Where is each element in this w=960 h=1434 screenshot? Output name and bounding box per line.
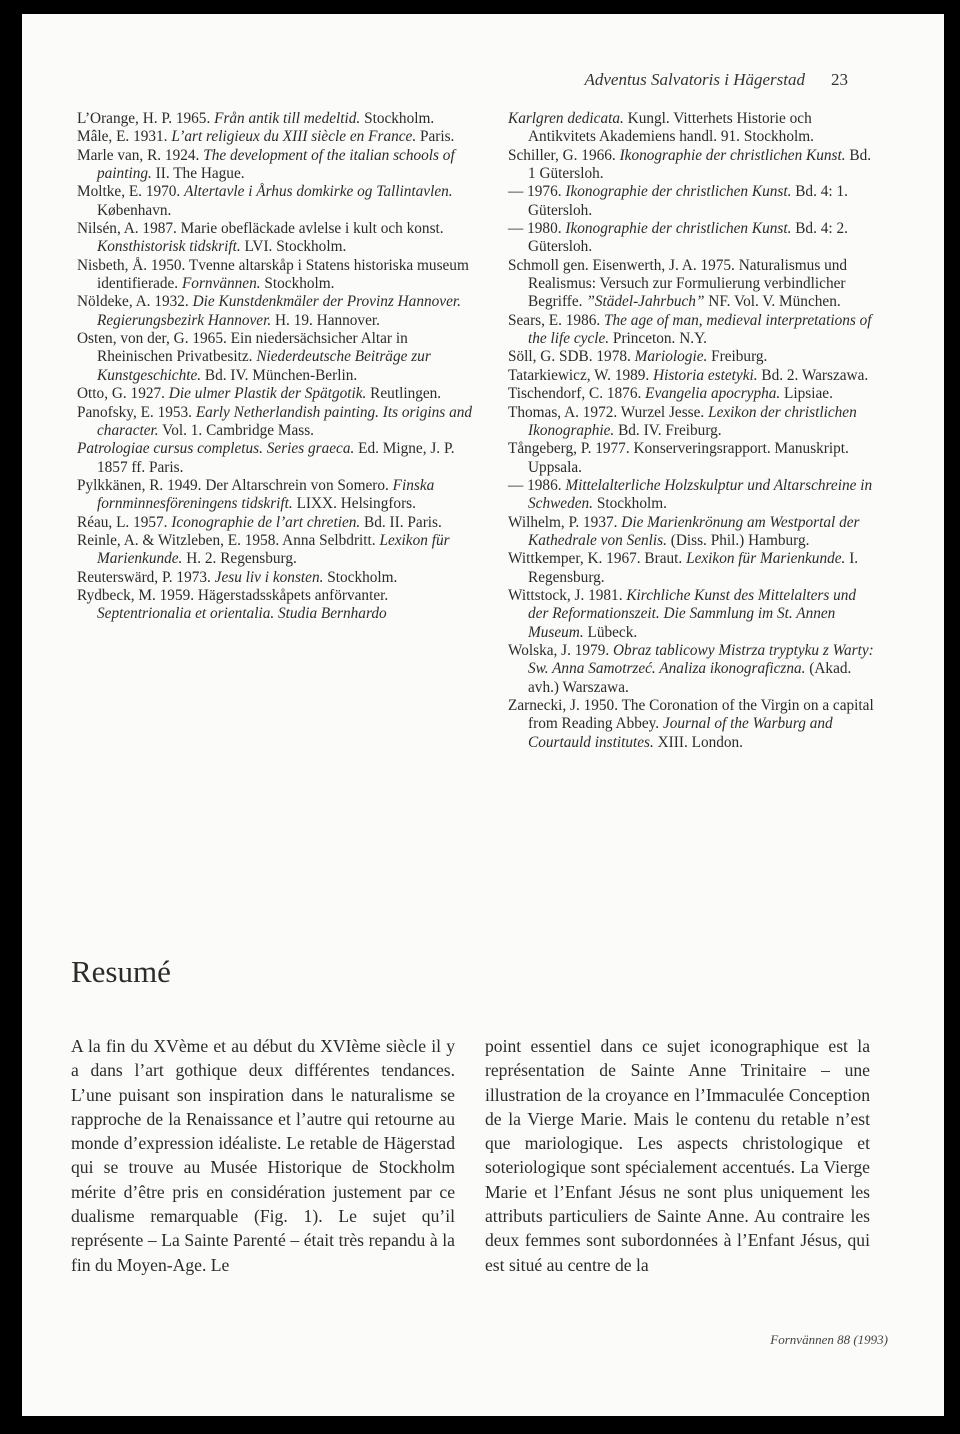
reference-text: Obraz tablicowy Mistrza tryptyku z Warty: Sw. Anna Samotrzeć. Analiza ikonograficzna.	[528, 641, 874, 678]
reference-entry	[508, 385, 874, 403]
reference-entry	[77, 183, 481, 220]
reference-text: Thomas, A. 1972. Wurzel Jesse.	[508, 403, 709, 421]
reference-entry	[508, 477, 874, 514]
reference-text: Lexikon für Marienkunde.	[97, 531, 450, 568]
reference-text: (Diss. Phil.) Hamburg.	[666, 531, 810, 549]
reference-entry	[77, 293, 481, 330]
reference-text: Jesu liv i konsten.	[214, 568, 324, 586]
reference-entry	[508, 514, 874, 551]
reference-text: Ikonographie der christlichen Kunst.	[565, 220, 792, 238]
reference-text: Söll, G. SDB. 1978.	[508, 348, 635, 366]
reference-text: Die ulmer Plastik der Spätgotik.	[168, 385, 367, 403]
reference-text: — 1986.	[508, 476, 566, 494]
reference-text: Wolska, J. 1979.	[508, 641, 613, 659]
reference-entry	[508, 367, 874, 385]
reference-text: LVI. Stockholm.	[240, 238, 347, 256]
reference-text: — 1980.	[508, 220, 566, 238]
reference-text: (Akad. avh.) Warszawa.	[528, 660, 852, 696]
page-number: 23	[831, 70, 848, 89]
reference-text: The development of the italian schools of painting.	[97, 146, 455, 183]
reference-text: H. 2. Regensburg.	[182, 550, 297, 568]
reference-text: Altertavle i Århus domkirke og Tallintavlen.	[184, 183, 453, 201]
reference-text: XIII. London.	[653, 733, 744, 751]
reference-entry	[77, 440, 481, 477]
reference-entry	[508, 697, 874, 752]
reference-text: Kungl. Vitterhets Historie och Antikvitets Akademiens handl. 91. Stockholm.	[528, 110, 814, 146]
reference-entry	[77, 477, 481, 514]
reference-text: Paris.	[416, 128, 455, 146]
reference-text: Journal of the Warburg and Courtauld institutes.	[528, 715, 833, 751]
reference-entry	[508, 404, 874, 441]
reference-text: Die Kunstdenkmäler der Provinz Hannover. Regierungsbezirk Hannover.	[97, 293, 461, 329]
reference-text: Ikonographie der christlichen Kunst.	[565, 183, 792, 201]
reference-entry	[508, 220, 874, 257]
running-header	[584, 70, 848, 90]
reference-text: L’art religieux du XIII siècle en France.	[171, 128, 417, 146]
reference-entry	[77, 128, 481, 146]
reference-text: Nisbeth, Å. 1950. Tvenne altarskåp i Statens historiska museum identifierade.	[77, 256, 469, 293]
reference-text: Patrologiae cursus completus. Series graeca.	[77, 440, 355, 458]
reference-text: Niederdeutsche Beiträge zur Kunstgeschichte.	[97, 348, 431, 384]
reference-text: Stockholm.	[593, 495, 667, 513]
reference-text: Zarnecki, J. 1950. The Coronation of the Virgin on a capital from Reading Abbey.	[508, 697, 874, 733]
reference-text: Wittstock, J. 1981.	[508, 586, 627, 604]
reference-text: Schiller, G. 1966.	[508, 146, 620, 164]
reference-entry	[77, 532, 481, 569]
reference-text: Panofsky, E. 1953.	[77, 403, 196, 421]
reference-text: ”Städel-Jahrbuch”	[586, 293, 705, 311]
reference-text: Stockholm.	[260, 275, 335, 293]
reference-text: Ed. Migne, J. P. 1857 ff. Paris.	[97, 440, 455, 476]
resume-text-right: point essentiel dans ce sujet iconographique est la représentation de Sainte Anne Trinitaire – une illustration de la croyance en l’Immaculée Conception de la Vierge Marie. Mais le contenu du retable n’est que mariologique. Les aspects christologique et soteriologique sont spécialement accentués. La Vierge Marie et l’Enfant Jésus ne sont plus uniquement les attributs particuliers de Sainte Anne. Au contraire les deux femmes sont subordonnées à l’Enfant Jésus, qui est situé au centre de la	[485, 1036, 870, 1275]
reference-entry	[508, 348, 874, 366]
reference-text: Bd. 2. Warszawa.	[757, 366, 869, 384]
reference-text: Stockholm.	[323, 568, 398, 586]
references-right-column	[508, 110, 874, 752]
reference-text: Bd. 1 Gütersloh.	[528, 146, 872, 183]
resume-heading: Resumé	[71, 954, 171, 989]
reference-text: København.	[97, 201, 172, 219]
reference-text: Ikonographie der christlichen Kunst.	[619, 146, 846, 164]
reference-entry	[77, 514, 481, 532]
reference-text: Lipsiae.	[780, 385, 833, 403]
reference-text: Lexikon für Marienkunde.	[686, 550, 846, 568]
reference-entry	[77, 587, 481, 624]
reference-text: Iconographie de l’art chretien.	[171, 513, 361, 531]
reference-text: Historia estetyki.	[653, 366, 758, 384]
reference-text: Bd. 4: 2. Gütersloh.	[528, 220, 848, 256]
reference-text: Pylkkänen, R. 1949. Der Altarschrein von Somero.	[77, 476, 393, 494]
reference-text: Princeton. N.Y.	[609, 330, 707, 348]
reference-text: Bd. II. Paris.	[360, 513, 442, 531]
reference-text: Från antik till medeltid.	[214, 110, 361, 127]
reference-entry	[508, 183, 874, 220]
reference-text: Kirchliche Kunst des Mittelalters und der Reformationszeit. Die Sammlung im St. Annen Museum.	[528, 586, 857, 641]
reference-text: Schmoll gen. Eisenwerth, J. A. 1975. Naturalismus und Realismus: Versuch zur Formulierung verbindlicher Begriffe.	[508, 256, 848, 311]
header-title: Adventus Salvatoris i Hägerstad	[584, 70, 805, 89]
reference-text: Stockholm.	[360, 110, 435, 127]
reference-text: L’Orange, H. P. 1965.	[77, 110, 215, 127]
reference-text: Lexikon der christlichen Ikonographie.	[528, 403, 857, 439]
reference-text: Evangelia apocrypha.	[645, 385, 781, 403]
reference-text: Bd. IV. Freiburg.	[614, 421, 722, 439]
reference-text: Freiburg.	[707, 348, 768, 366]
reference-text: Wilhelm, P. 1937.	[508, 513, 622, 531]
reference-text: Marle van, R. 1924.	[77, 146, 204, 164]
reference-text: Sears, E. 1986.	[508, 311, 605, 329]
reference-text: Reuterswärd, P. 1973.	[77, 568, 215, 586]
reference-entry	[77, 220, 481, 257]
reference-entry	[77, 385, 481, 403]
reference-text: NF. Vol. V. München.	[704, 293, 841, 311]
reference-text: Wittkemper, K. 1967. Braut.	[508, 550, 687, 568]
reference-text: Tångeberg, P. 1977. Konserveringsrapport. Manuskript. Uppsala.	[508, 440, 849, 476]
reference-text: Septentrionalia et orientalia. Studia Bernhardo	[97, 605, 387, 623]
reference-text: — 1976.	[508, 183, 566, 201]
reference-text: Nöldeke, A. 1932.	[77, 293, 193, 311]
reference-entry	[77, 110, 481, 128]
reference-text: Tatarkiewicz, W. 1989.	[508, 366, 654, 384]
reference-entry	[508, 312, 874, 349]
reference-text: Otto, G. 1927.	[77, 385, 169, 403]
reference-text: Die Marienkrönung am Westportal der Kathedrale von Senlis.	[528, 513, 860, 549]
reference-entry	[77, 257, 481, 294]
reference-entry	[508, 257, 874, 312]
reference-text: The age of man, medieval interpretations of the life cycle.	[528, 311, 872, 348]
reference-text: Moltke, E. 1970.	[77, 183, 185, 201]
reference-text: Osten, von der, G. 1965. Ein niedersächsicher Altar in Rheinischen Privatbesitz.	[77, 330, 408, 366]
references-left-column	[77, 110, 481, 624]
reference-text: Karlgren dedicata.	[508, 110, 624, 127]
reference-text: II. The Hague.	[151, 165, 245, 183]
reference-text: Bd. IV. München-Berlin.	[201, 366, 358, 384]
reference-entry	[508, 110, 874, 147]
reference-entry	[508, 587, 874, 642]
page	[22, 14, 944, 1416]
reference-text: Fornvännen.	[181, 275, 261, 293]
reference-text: Lübeck.	[583, 623, 638, 641]
reference-entry	[77, 569, 481, 587]
reference-text: Reutlingen.	[366, 385, 442, 403]
reference-entry	[508, 440, 874, 477]
reference-text: H. 19. Hannover.	[271, 311, 380, 329]
reference-entry	[77, 404, 481, 441]
reference-text: Konsthistorisk tidskrift.	[97, 238, 241, 256]
resume-text-left: A la fin du XVème et au début du XVIème siècle il y a dans l’art gothique deux différentes tendances. L’une puisant son inspiration dans le naturalisme se rapproche de la Renaissance et l’autre qui retourne au monde d’expression idéaliste. Le retable de Hägerstad qui se trouve au Musée Historique de Stockholm mérite d’être pris en considération justement par ce dualisme remarquable (Fig. 1). Le sujet qu’il représente – La Sainte Parenté – était très repandu à la fin du Moyen-Age. Le	[71, 1036, 455, 1275]
reference-entry	[508, 147, 874, 184]
reference-text: LIXX. Helsingfors.	[292, 495, 416, 513]
reference-text: Early Netherlandish painting. Its origins and character.	[97, 403, 473, 439]
reference-text: Mâle, E. 1931.	[77, 128, 172, 146]
reference-text: Réau, L. 1957.	[77, 513, 172, 531]
reference-entry	[77, 147, 481, 184]
reference-text: Mariologie.	[634, 348, 708, 366]
reference-entry	[508, 550, 874, 587]
reference-entry	[508, 642, 874, 697]
reference-text: Nilsén, A. 1987. Marie obefläckade avlelse i kult och konst.	[77, 220, 444, 238]
reference-text: I. Regensburg.	[528, 550, 859, 586]
reference-text: Bd. 4: 1. Gütersloh.	[528, 183, 848, 219]
reference-text: Rydbeck, M. 1959. Hägerstadsskåpets anförvanter.	[77, 586, 389, 604]
reference-entry	[77, 330, 481, 385]
journal-footer: Fornvännen 88 (1993)	[770, 1332, 888, 1347]
reference-text: Vol. 1. Cambridge Mass.	[158, 421, 314, 439]
reference-text: Tischendorf, C. 1876.	[508, 385, 646, 403]
reference-text: Mittelalterliche Holzskulptur und Altarschreine in Schweden.	[528, 476, 873, 513]
reference-text: Reinle, A. & Witzleben, E. 1958. Anna Selbdritt.	[77, 531, 380, 549]
reference-text: Finska fornminnesföreningens tidskrift.	[97, 476, 435, 513]
